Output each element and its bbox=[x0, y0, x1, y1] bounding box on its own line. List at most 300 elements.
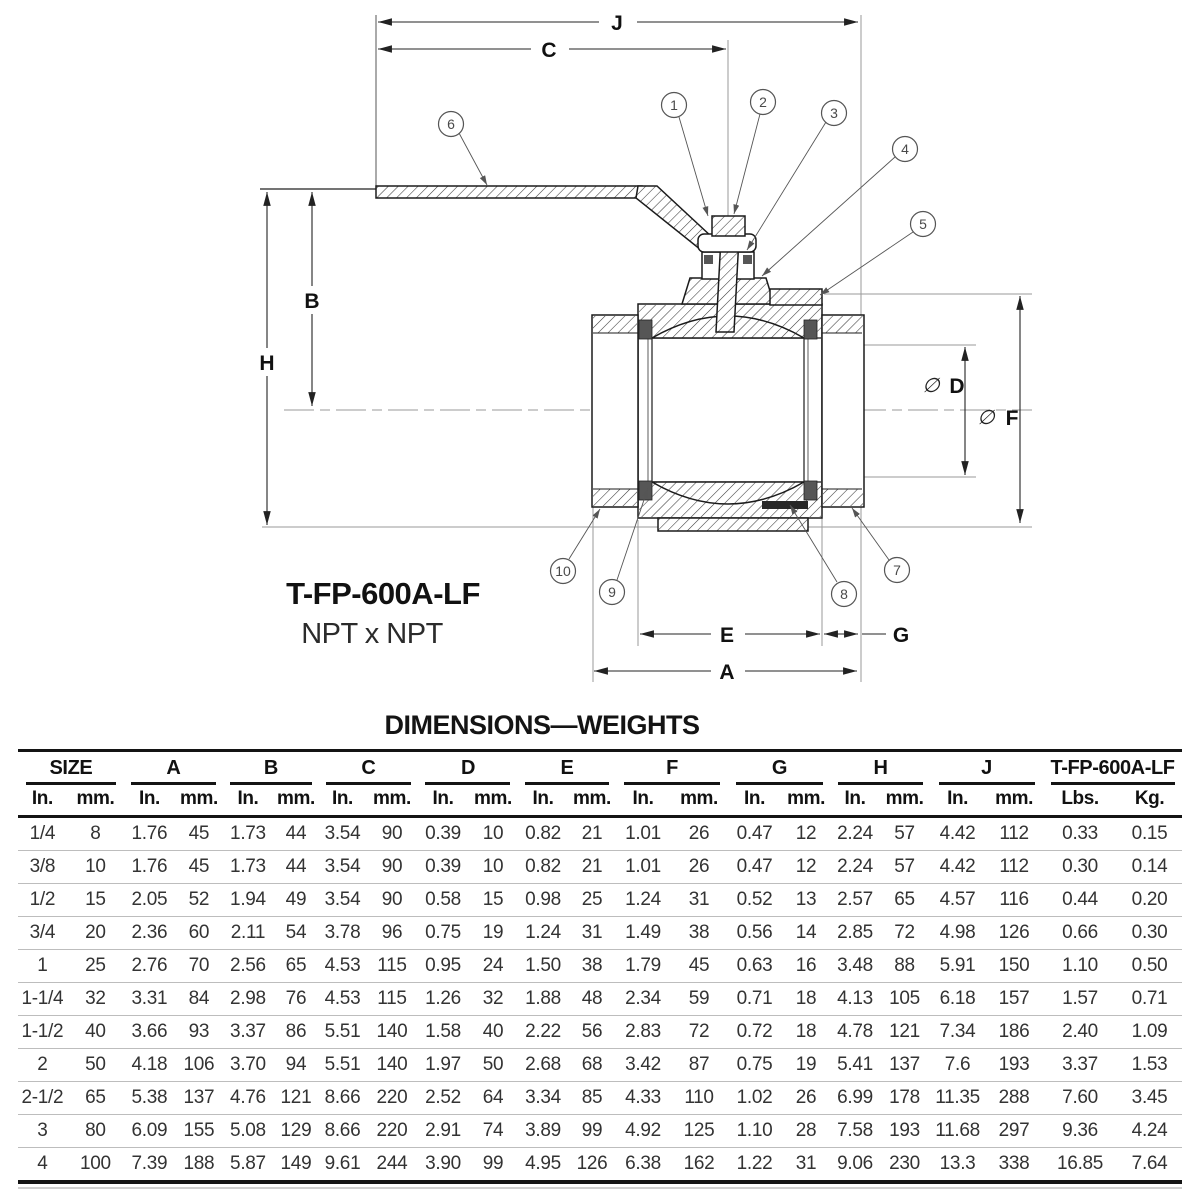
table-cell: 3.54 bbox=[324, 823, 361, 844]
table-subheader: In. bbox=[124, 785, 175, 817]
dim-label-B: B bbox=[304, 290, 320, 313]
table-cell: 18 bbox=[781, 983, 831, 1016]
table-cell: 0.66 bbox=[1043, 917, 1117, 950]
table-row bbox=[18, 917, 1182, 950]
table-cell: 7.64 bbox=[1117, 1148, 1182, 1183]
table-cell: 1.02 bbox=[728, 1082, 781, 1115]
table-cell: 188 bbox=[175, 1148, 223, 1183]
table-cell: 4.98 bbox=[930, 917, 985, 950]
table-cell: 115 bbox=[366, 950, 418, 983]
table-cell: 4.24 bbox=[1117, 1115, 1182, 1148]
table-cell: 149 bbox=[273, 1148, 319, 1183]
table-group-header bbox=[1043, 751, 1182, 786]
table-cell: 2.40 bbox=[1043, 1016, 1117, 1049]
table-subheader: In. bbox=[728, 785, 781, 817]
table-cell: 2.83 bbox=[616, 1016, 670, 1049]
table-cell: 2.56 bbox=[223, 950, 273, 983]
table-cell: 57 bbox=[879, 851, 930, 884]
table-cell: 3.31 bbox=[124, 983, 175, 1016]
table-cell: 1.57 bbox=[1043, 983, 1117, 1016]
table-cell: 16 bbox=[781, 950, 831, 983]
table-cell: 48 bbox=[568, 983, 616, 1016]
table-cell: 3.34 bbox=[518, 1082, 568, 1115]
table-cell: 110 bbox=[670, 1082, 728, 1115]
balloon-callout-5 bbox=[911, 212, 936, 237]
table-cell: 99 bbox=[468, 1148, 518, 1183]
table-cell: 4 bbox=[18, 1148, 67, 1183]
table-cell: 45 bbox=[188, 823, 210, 844]
table-cell: 0.39 bbox=[418, 851, 468, 884]
table-title: DIMENSIONS—WEIGHTS bbox=[384, 710, 700, 740]
table-cell: 3.37 bbox=[223, 1016, 273, 1049]
table-subheader: Lbs. bbox=[1043, 785, 1117, 817]
table-group-header-row bbox=[18, 751, 1182, 786]
table-cell: 155 bbox=[175, 1115, 223, 1148]
table-cell: 12 bbox=[795, 823, 817, 844]
table-subheader: mm. bbox=[568, 785, 616, 817]
table-subheader: mm. bbox=[175, 785, 223, 817]
table-cell: 0.47 bbox=[728, 851, 781, 884]
table-cell: 13 bbox=[781, 884, 831, 917]
connection-type: NPT x NPT bbox=[301, 618, 443, 650]
table-subheader: mm. bbox=[67, 785, 124, 817]
table-subheader: mm. bbox=[273, 785, 319, 817]
table-cell: 32 bbox=[468, 983, 518, 1016]
table-cell: 338 bbox=[985, 1148, 1043, 1183]
table-cell: 1 bbox=[18, 950, 67, 983]
table-cell: 19 bbox=[468, 917, 518, 950]
table-cell: 85 bbox=[568, 1082, 616, 1115]
svg-text:7: 7 bbox=[893, 562, 901, 578]
table-cell: 125 bbox=[670, 1115, 728, 1148]
right-pipe-end bbox=[822, 315, 864, 507]
table-cell: 54 bbox=[273, 917, 319, 950]
table-cell: 1-1/4 bbox=[18, 983, 67, 1016]
table-cell: 26 bbox=[688, 823, 710, 844]
table-cell: 21 bbox=[568, 851, 616, 884]
table-subheader: mm. bbox=[879, 785, 930, 817]
table-cell: 68 bbox=[568, 1049, 616, 1082]
table-cell: 74 bbox=[468, 1115, 518, 1148]
table-group-header bbox=[616, 751, 728, 786]
table-cell: 90 bbox=[366, 884, 418, 917]
table-row bbox=[18, 983, 1182, 1016]
table-cell: 3.48 bbox=[831, 950, 879, 983]
table-cell: 1.01 bbox=[616, 851, 670, 884]
svg-text:6: 6 bbox=[447, 116, 455, 132]
table-cell: 0.20 bbox=[1117, 884, 1182, 917]
table-cell: 4.92 bbox=[616, 1115, 670, 1148]
table-cell: 112 bbox=[985, 851, 1043, 884]
table-subheader: In. bbox=[319, 785, 366, 817]
table-cell: 28 bbox=[781, 1115, 831, 1148]
table-cell: 15 bbox=[468, 884, 518, 917]
table-cell: 2.24 bbox=[831, 851, 879, 884]
table-cell: 72 bbox=[670, 1016, 728, 1049]
table-cell: 0.52 bbox=[728, 884, 781, 917]
table-subheader: In. bbox=[930, 785, 985, 817]
table-cell: 116 bbox=[985, 884, 1043, 917]
table-cell: 1.79 bbox=[616, 950, 670, 983]
table-cell: 1.94 bbox=[223, 884, 273, 917]
table-cell: 50 bbox=[67, 1049, 124, 1082]
table-group-label: H bbox=[838, 757, 922, 785]
table-row bbox=[18, 950, 1182, 983]
table-cell: 76 bbox=[273, 983, 319, 1016]
table-cell: 44 bbox=[273, 851, 319, 884]
table-cell: 4.13 bbox=[831, 983, 879, 1016]
table-cell: 3/8 bbox=[18, 851, 67, 884]
table-cell: 0.71 bbox=[1117, 983, 1182, 1016]
table-row bbox=[18, 1115, 1182, 1148]
table-row bbox=[18, 1082, 1182, 1115]
table-cell: 1.22 bbox=[728, 1148, 781, 1183]
table-cell: 56 bbox=[568, 1016, 616, 1049]
table-cell: 90 bbox=[381, 823, 403, 844]
table-cell: 2.36 bbox=[124, 917, 175, 950]
table-group-header bbox=[319, 751, 418, 786]
table-cell: 1-1/2 bbox=[18, 1016, 67, 1049]
table-cell: 0.71 bbox=[728, 983, 781, 1016]
table-cell: 140 bbox=[366, 1016, 418, 1049]
table-cell: 4.53 bbox=[319, 983, 366, 1016]
table-cell: 99 bbox=[568, 1115, 616, 1148]
table-cell: 4.53 bbox=[319, 950, 366, 983]
table-cell: 3.37 bbox=[1043, 1049, 1117, 1082]
table-cell: 129 bbox=[273, 1115, 319, 1148]
table-group-label: B bbox=[230, 757, 312, 785]
table-cell: 2.76 bbox=[124, 950, 175, 983]
table-cell: 178 bbox=[879, 1082, 930, 1115]
table-cell: 70 bbox=[175, 950, 223, 983]
balloon-callout-4 bbox=[893, 137, 918, 162]
table-cell: 0.72 bbox=[728, 1016, 781, 1049]
table-cell: 38 bbox=[568, 950, 616, 983]
table-cell: 2.22 bbox=[518, 1016, 568, 1049]
table-cell: 7.34 bbox=[930, 1016, 985, 1049]
bottom-rim bbox=[658, 518, 808, 531]
bottom-seal bbox=[762, 501, 808, 509]
table-cell: 11.35 bbox=[930, 1082, 985, 1115]
table-cell: 31 bbox=[568, 917, 616, 950]
table-cell: 150 bbox=[985, 950, 1043, 983]
table-cell: 230 bbox=[879, 1148, 930, 1183]
table-cell: 2.24 bbox=[837, 823, 873, 844]
table-cell: 1.76 bbox=[124, 851, 175, 884]
table-cell: 4.76 bbox=[223, 1082, 273, 1115]
table-cell: 105 bbox=[879, 983, 930, 1016]
table-cell: 106 bbox=[175, 1049, 223, 1082]
table-cell: 0.50 bbox=[1117, 950, 1182, 983]
table-cell: 87 bbox=[670, 1049, 728, 1082]
table-cell: 6.18 bbox=[930, 983, 985, 1016]
dimensions-weights-table bbox=[18, 749, 1182, 1184]
table-cell: 5.08 bbox=[223, 1115, 273, 1148]
table-cell: 6.09 bbox=[124, 1115, 175, 1148]
table-cell: 288 bbox=[985, 1082, 1043, 1115]
table-cell: 3.66 bbox=[124, 1016, 175, 1049]
table-cell: 9.06 bbox=[831, 1148, 879, 1183]
dim-label-D: D bbox=[949, 375, 965, 398]
table-cell: 0.30 bbox=[1117, 917, 1182, 950]
table-cell: 0.63 bbox=[728, 950, 781, 983]
table-cell: 126 bbox=[568, 1148, 616, 1183]
table-cell: 94 bbox=[273, 1049, 319, 1082]
table-cell: 2 bbox=[18, 1049, 67, 1082]
table-subheader: In. bbox=[831, 785, 879, 817]
table-cell: 64 bbox=[468, 1082, 518, 1115]
table-cell: 0.75 bbox=[418, 917, 468, 950]
table-cell: 72 bbox=[879, 917, 930, 950]
table-cell: 5.41 bbox=[831, 1049, 879, 1082]
table-cell: 65 bbox=[67, 1082, 124, 1115]
balloon-callout-8 bbox=[832, 582, 857, 607]
table-cell: 2-1/2 bbox=[18, 1082, 67, 1115]
table-cell: 3/4 bbox=[18, 917, 67, 950]
table-cell: 3.78 bbox=[319, 917, 366, 950]
table-cell: 26 bbox=[781, 1082, 831, 1115]
table-cell: 115 bbox=[366, 983, 418, 1016]
table-cell: 1/2 bbox=[18, 884, 67, 917]
table-cell: 40 bbox=[468, 1016, 518, 1049]
table-cell: 0.75 bbox=[728, 1049, 781, 1082]
table-cell: 162 bbox=[670, 1148, 728, 1183]
table-row bbox=[18, 1016, 1182, 1049]
table-cell: 2.98 bbox=[223, 983, 273, 1016]
table-cell: 1.01 bbox=[625, 823, 661, 844]
table-cell: 16.85 bbox=[1043, 1148, 1117, 1183]
table-cell: 3 bbox=[18, 1115, 67, 1148]
table-cell: 65 bbox=[879, 884, 930, 917]
table-cell: 4.57 bbox=[930, 884, 985, 917]
svg-text:8: 8 bbox=[840, 586, 848, 602]
table-group-label: C bbox=[326, 757, 410, 785]
table-cell: 1.24 bbox=[616, 884, 670, 917]
table-cell: 3.90 bbox=[418, 1148, 468, 1183]
table-cell: 90 bbox=[366, 851, 418, 884]
table-group-header bbox=[124, 751, 223, 786]
svg-text:5: 5 bbox=[919, 216, 927, 232]
table-cell: 5.38 bbox=[124, 1082, 175, 1115]
table-cell: 4.95 bbox=[518, 1148, 568, 1183]
table-cell: 59 bbox=[670, 983, 728, 1016]
balloon-callout-1 bbox=[662, 93, 687, 118]
table-cell: 0.58 bbox=[418, 884, 468, 917]
table-group-label: J bbox=[939, 757, 1035, 785]
balloon-callout-3 bbox=[822, 101, 847, 126]
table-cell: 21 bbox=[581, 823, 603, 844]
table-cell: 1.10 bbox=[728, 1115, 781, 1148]
table-cell: 121 bbox=[273, 1082, 319, 1115]
table-cell: 44 bbox=[285, 823, 307, 844]
table-cell: 10 bbox=[67, 851, 124, 884]
table-cell: 4.42 bbox=[930, 851, 985, 884]
table-cell: 1.73 bbox=[230, 823, 266, 844]
balloon-callout-7 bbox=[885, 558, 910, 583]
svg-text:1: 1 bbox=[670, 97, 678, 113]
table-cell: 220 bbox=[366, 1115, 418, 1148]
table-subheader: Kg. bbox=[1117, 785, 1182, 817]
table-subheader: In. bbox=[18, 785, 67, 817]
table-cell: 2.05 bbox=[124, 884, 175, 917]
table-cell: 186 bbox=[985, 1016, 1043, 1049]
table-cell: 6.99 bbox=[831, 1082, 879, 1115]
stem-nut bbox=[712, 216, 745, 236]
table-cell: 3.54 bbox=[319, 851, 366, 884]
table-cell: 2.57 bbox=[831, 884, 879, 917]
dim-label-F: F bbox=[1005, 407, 1019, 430]
table-cell: 93 bbox=[175, 1016, 223, 1049]
table-group-label: F bbox=[624, 757, 719, 785]
table-cell: 8 bbox=[90, 823, 101, 844]
table-cell: 6.38 bbox=[616, 1148, 670, 1183]
table-cell: 45 bbox=[175, 851, 223, 884]
table-cell: 1.88 bbox=[518, 983, 568, 1016]
table-group-header bbox=[728, 751, 831, 786]
table-cell: 1/4 bbox=[29, 823, 56, 844]
table-cell: 8.66 bbox=[319, 1082, 366, 1115]
table-cell: 26 bbox=[670, 851, 728, 884]
svg-text:3: 3 bbox=[830, 105, 838, 121]
table-cell: 3.54 bbox=[319, 884, 366, 917]
table-cell: 0.47 bbox=[736, 823, 773, 844]
dim-label-H: H bbox=[259, 352, 275, 375]
table-group-header bbox=[518, 751, 616, 786]
table-cell: 7.58 bbox=[831, 1115, 879, 1148]
table-cell: 0.95 bbox=[418, 950, 468, 983]
body-ledge bbox=[770, 289, 822, 305]
table-cell: 126 bbox=[985, 917, 1043, 950]
table-cell: 1.50 bbox=[518, 950, 568, 983]
dim-label-C: C bbox=[541, 39, 557, 62]
table-cell: 0.56 bbox=[728, 917, 781, 950]
table-group-header bbox=[18, 751, 124, 786]
table-cell: 4.42 bbox=[939, 823, 976, 844]
table-cell: 19 bbox=[781, 1049, 831, 1082]
table-cell: 3.45 bbox=[1117, 1082, 1182, 1115]
table-subheader: mm. bbox=[985, 785, 1043, 817]
table-cell: 1.26 bbox=[418, 983, 468, 1016]
table-cell: 2.52 bbox=[418, 1082, 468, 1115]
table-cell: 0.33 bbox=[1062, 823, 1098, 844]
table-cell: 45 bbox=[670, 950, 728, 983]
table-row bbox=[18, 817, 1182, 851]
table-cell: 297 bbox=[985, 1115, 1043, 1148]
svg-text:2: 2 bbox=[759, 94, 767, 110]
table-cell: 7.60 bbox=[1043, 1082, 1117, 1115]
table-cell: 1.53 bbox=[1117, 1049, 1182, 1082]
table-cell: 3.89 bbox=[518, 1115, 568, 1148]
dim-label-J: J bbox=[611, 12, 623, 35]
table-subheader: mm. bbox=[468, 785, 518, 817]
table-cell: 25 bbox=[67, 950, 124, 983]
svg-text:4: 4 bbox=[901, 141, 909, 157]
table-cell: 0.98 bbox=[518, 884, 568, 917]
table-row bbox=[18, 851, 1182, 884]
table-subheader-row bbox=[18, 785, 1182, 817]
table-cell: 52 bbox=[175, 884, 223, 917]
table-cell: 32 bbox=[67, 983, 124, 1016]
table-cell: 4.18 bbox=[124, 1049, 175, 1082]
table-cell: 0.15 bbox=[1131, 823, 1168, 844]
table-cell: 5.91 bbox=[930, 950, 985, 983]
table-cell: 1.24 bbox=[518, 917, 568, 950]
table-cell: 40 bbox=[67, 1016, 124, 1049]
table-group-header bbox=[223, 751, 319, 786]
table-cell: 14 bbox=[781, 917, 831, 950]
table-cell: 96 bbox=[366, 917, 418, 950]
table-cell: 0.82 bbox=[525, 823, 561, 844]
table-cell: 2.68 bbox=[518, 1049, 568, 1082]
table-cell: 84 bbox=[175, 983, 223, 1016]
valve-body-section bbox=[376, 186, 864, 531]
dim-label-A: A bbox=[719, 661, 735, 684]
table-cell: 3.70 bbox=[223, 1049, 273, 1082]
table-cell: 1.58 bbox=[418, 1016, 468, 1049]
table-group-label: D bbox=[425, 757, 510, 785]
diameter-symbol-d: ∅ bbox=[922, 375, 940, 397]
table-cell: 88 bbox=[879, 950, 930, 983]
table-cell: 20 bbox=[67, 917, 124, 950]
table-cell: 4.78 bbox=[831, 1016, 879, 1049]
table-cell: 157 bbox=[985, 983, 1043, 1016]
table-cell: 100 bbox=[67, 1148, 124, 1183]
diameter-symbol-f: ∅ bbox=[977, 407, 995, 429]
table-cell: 25 bbox=[568, 884, 616, 917]
table-cell: 4.33 bbox=[616, 1082, 670, 1115]
table-group-label: SIZE bbox=[26, 757, 116, 785]
table-cell: 7.39 bbox=[124, 1148, 175, 1183]
table-cell: 1.97 bbox=[418, 1049, 468, 1082]
table-cell: 0.14 bbox=[1117, 851, 1182, 884]
table-cell: 86 bbox=[273, 1016, 319, 1049]
table-subheader: mm. bbox=[670, 785, 728, 817]
table-cell: 193 bbox=[985, 1049, 1043, 1082]
table-cell: 7.6 bbox=[930, 1049, 985, 1082]
table-cell: 8.66 bbox=[319, 1115, 366, 1148]
table-group-header bbox=[831, 751, 930, 786]
balloon-callout-2 bbox=[751, 90, 776, 115]
svg-text:9: 9 bbox=[608, 584, 616, 600]
table-cell: 0.30 bbox=[1043, 851, 1117, 884]
table-cell: 12 bbox=[781, 851, 831, 884]
table-cell: 2.91 bbox=[418, 1115, 468, 1148]
left-pipe-end bbox=[592, 315, 638, 507]
table-subheader: In. bbox=[518, 785, 568, 817]
table-cell: 193 bbox=[879, 1115, 930, 1148]
dim-label-G: G bbox=[892, 624, 910, 647]
table-cell: 0.44 bbox=[1043, 884, 1117, 917]
table-bottom-rule bbox=[18, 1187, 1182, 1189]
table-cell: 15 bbox=[67, 884, 124, 917]
table-cell: 9.36 bbox=[1043, 1115, 1117, 1148]
table-subheader: In. bbox=[223, 785, 273, 817]
table-subheader: mm. bbox=[781, 785, 831, 817]
table-cell: 1.76 bbox=[131, 823, 168, 844]
handle-lever bbox=[376, 186, 642, 198]
table-subheader: mm. bbox=[366, 785, 418, 817]
table-cell: 5.87 bbox=[223, 1148, 273, 1183]
balloon-callout-6 bbox=[439, 112, 464, 137]
table-cell: 60 bbox=[175, 917, 223, 950]
dim-label-E: E bbox=[719, 624, 735, 647]
table-group-label: T-FP-600A-LF bbox=[1051, 757, 1175, 785]
table-cell: 18 bbox=[781, 1016, 831, 1049]
table-cell: 13.3 bbox=[930, 1148, 985, 1183]
table-cell: 11.68 bbox=[930, 1115, 985, 1148]
table-cell: 80 bbox=[67, 1115, 124, 1148]
table-cell: 137 bbox=[175, 1082, 223, 1115]
